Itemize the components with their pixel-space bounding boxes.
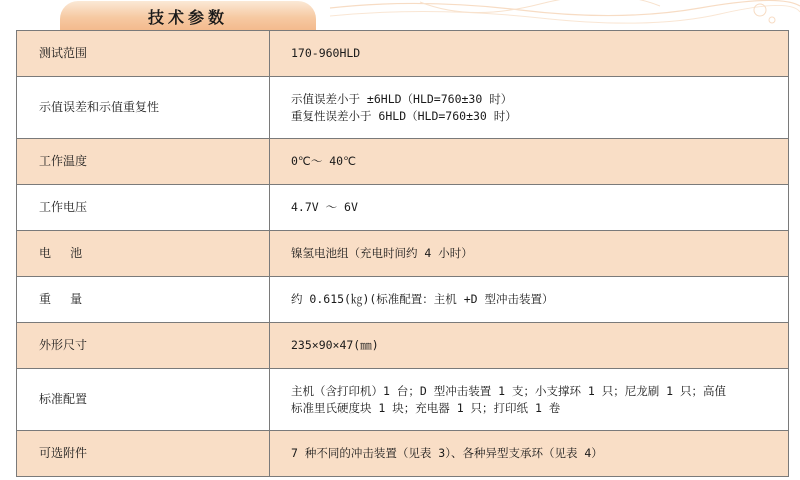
spec-value-line: 4.7V ～ 6V	[291, 200, 358, 214]
spec-value	[270, 431, 789, 477]
spec-value	[270, 139, 789, 185]
spec-value-line: 235×90×47(㎜)	[291, 338, 379, 352]
spec-row-accuracy	[17, 77, 789, 139]
spec-value	[270, 323, 789, 369]
spec-label: 示值误差和示值重复性	[17, 77, 270, 139]
spec-value-line: 示值误差小于 ±6HLD（HLD=760±30 时）	[291, 91, 513, 106]
spec-label: 可选附件	[17, 431, 270, 477]
spec-label: 电 池	[17, 231, 270, 277]
spec-value-line: 7 种不同的冲击装置（见表 3）、各种异型支承环（见表 4）	[291, 446, 603, 460]
spec-value	[270, 231, 789, 277]
spec-row-operating-temp	[17, 139, 789, 185]
spec-table	[16, 30, 789, 477]
spec-label: 工作温度	[17, 139, 270, 185]
section-title-tab	[60, 1, 316, 31]
spec-value-line: 主机（含打印机）1 台；D 型冲击装置 1 支；小支撑环 1 只；尼龙刷 1 只；高值	[291, 383, 727, 398]
spec-label: 外形尺寸	[17, 323, 270, 369]
spec-value-line: 约 0.615(㎏)(标准配置：主机 +D 型冲击装置）	[291, 292, 554, 306]
spec-value-line: 镍氢电池组（充电时间约 4 小时）	[291, 246, 473, 260]
spec-row-test-range	[17, 31, 789, 77]
spec-label: 标准配置	[17, 369, 270, 431]
spec-value-line: 标准里氏硬度块 1 块；充电器 1 只；打印纸 1 卷	[291, 400, 561, 415]
spec-value-line: 重复性误差小于 6HLD（HLD=760±30 时）	[291, 108, 517, 123]
section-title: 技术参数	[147, 7, 228, 27]
spec-label: 工作电压	[17, 185, 270, 231]
spec-row-dimensions	[17, 323, 789, 369]
spec-value-line: 170-960HLD	[291, 46, 361, 60]
spec-row-voltage	[17, 185, 789, 231]
spec-row-weight	[17, 277, 789, 323]
spec-row-battery	[17, 231, 789, 277]
spec-row-standard-config	[17, 369, 789, 431]
spec-value-line: 0℃～ 40℃	[291, 154, 357, 168]
spec-value	[270, 77, 789, 139]
spec-value	[270, 277, 789, 323]
spec-value	[270, 185, 789, 231]
spec-value	[270, 369, 789, 431]
spec-label: 重 量	[17, 277, 270, 323]
spec-row-optional-accessories	[17, 431, 789, 477]
spec-label: 测试范围	[17, 31, 270, 77]
spec-value	[270, 31, 789, 77]
